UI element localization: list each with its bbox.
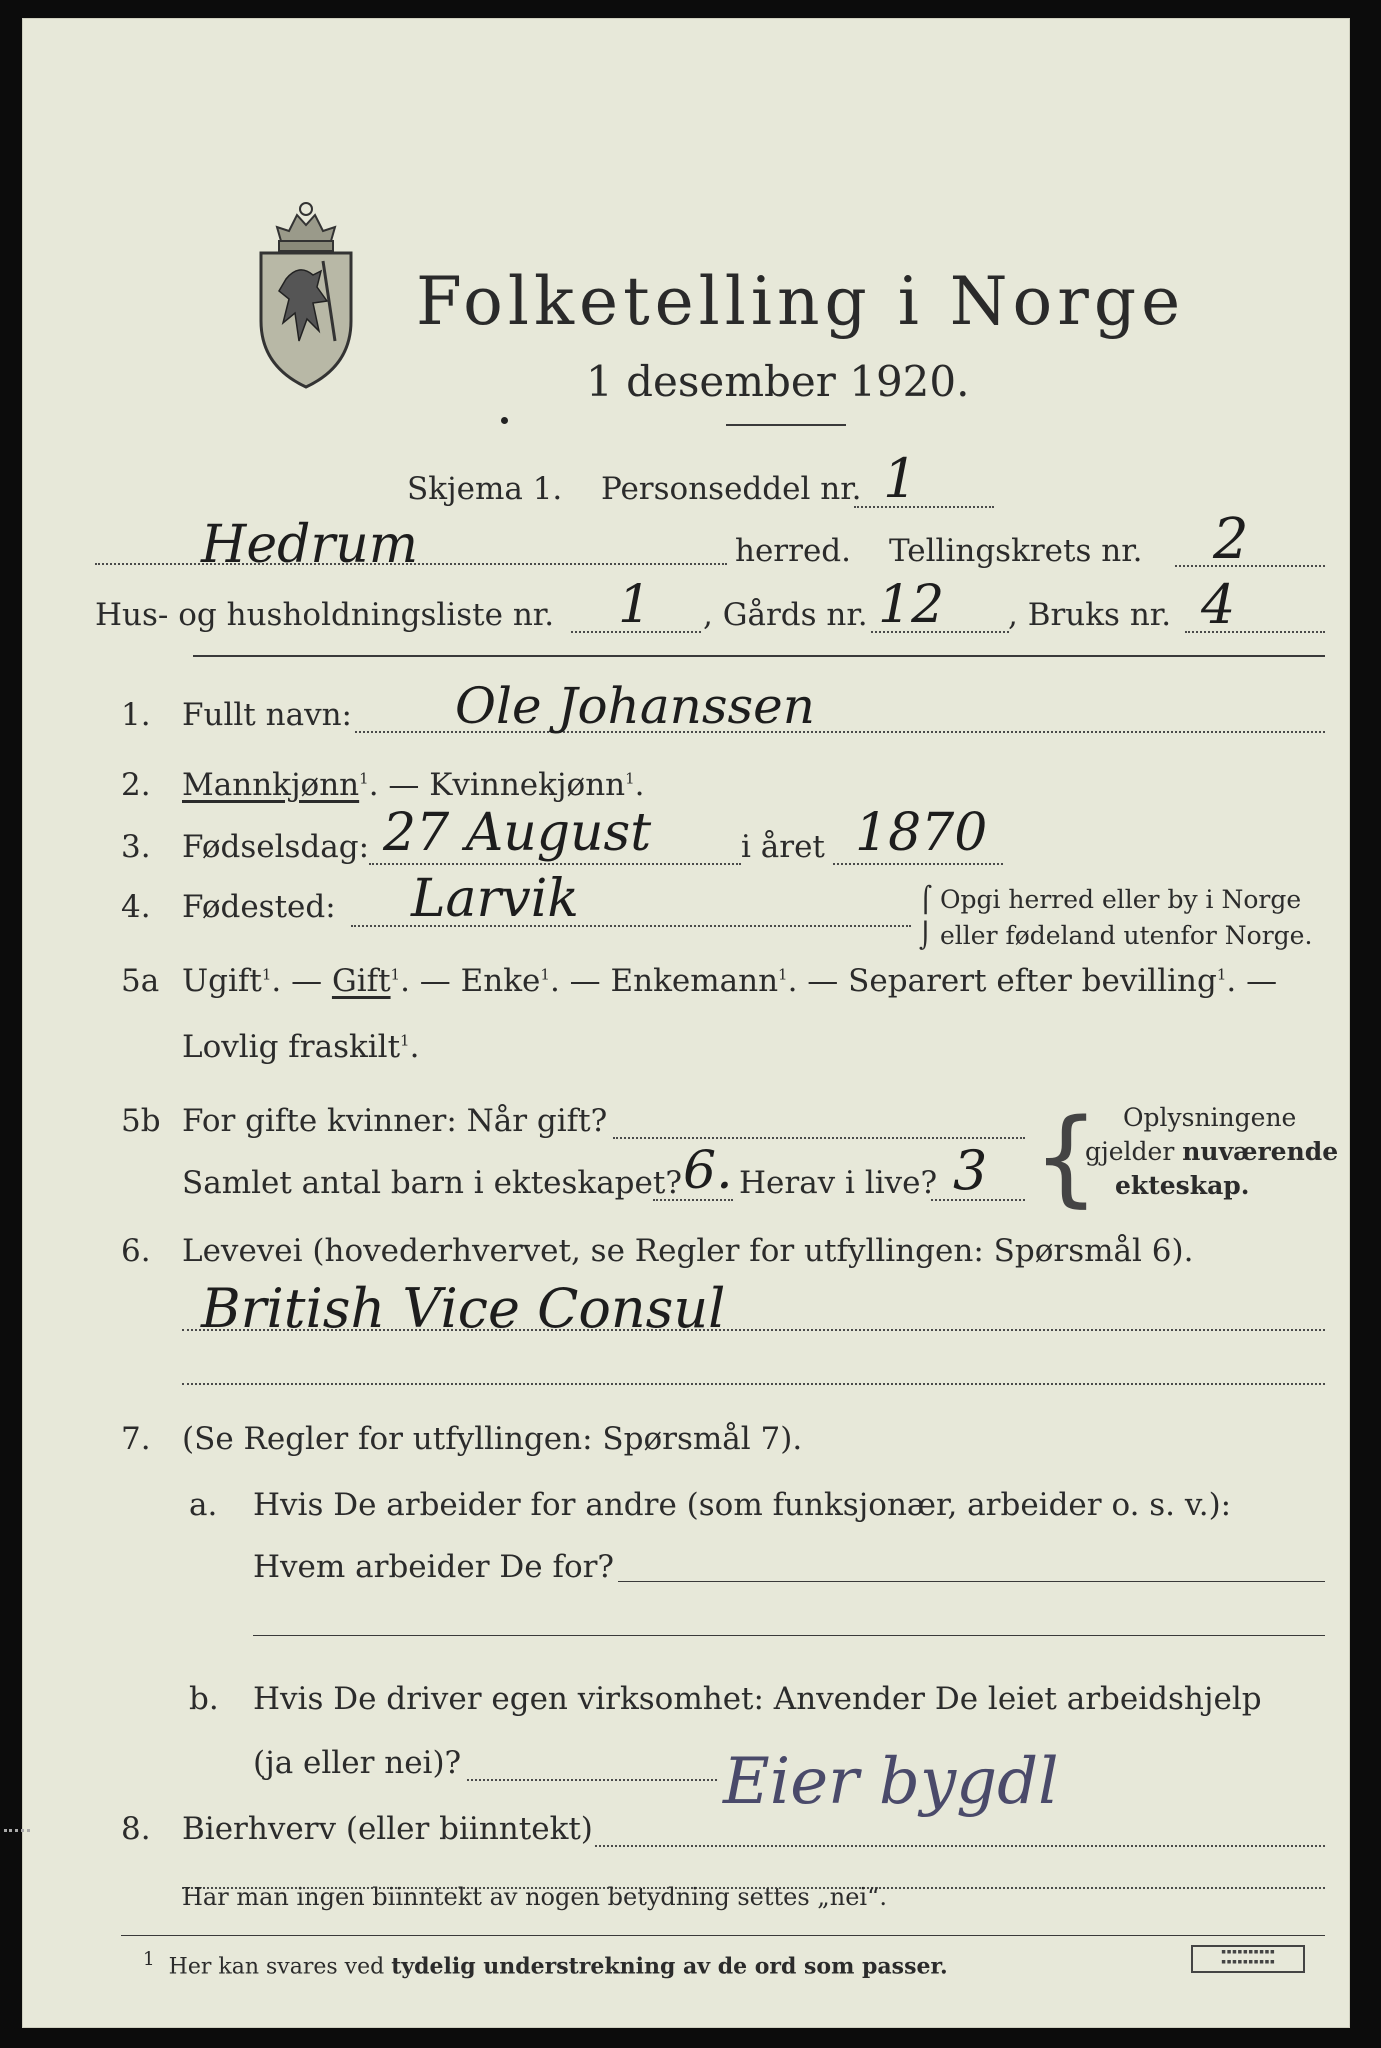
footnote: $^1$ Her kan svares ved tydelig understrekning av de ord som passer. — [143, 1949, 948, 1980]
footnote-divider — [121, 1935, 1325, 1936]
norway-coat-of-arms-icon — [251, 191, 361, 395]
q7b-line-1: Hvis De driver egen virksomhet: Anvender De leiet arbeidshjelp — [253, 1681, 1262, 1717]
q5a-enke-option[interactable]: Enke — [460, 963, 541, 999]
q5a-separert-option[interactable]: Separert efter bevilling — [848, 963, 1217, 999]
q7-number: 7. — [121, 1421, 151, 1457]
q4-value: Larvik — [411, 869, 579, 929]
q5a-fraskilt-line: Lovlig fraskilt$^1$. — [182, 1029, 420, 1065]
q4-number: 4. — [121, 889, 151, 925]
q7b-line-2: (ja eller nei)? — [253, 1745, 462, 1781]
q5a-gift-option[interactable]: Gift — [331, 963, 391, 999]
q8-value: Eier bygdl — [723, 1745, 1059, 1819]
q6-line-2 — [182, 1383, 1325, 1385]
q4-note-line-2: ⌡ eller fødeland utenfor Norge. — [919, 921, 1313, 950]
q3-year-line — [833, 863, 1003, 865]
q5b-children-value: 6. — [683, 1141, 733, 1201]
q5b-alive-label: Herav i live? — [739, 1165, 938, 1201]
form-title: Folketelling i Norge — [416, 263, 1186, 340]
q3-line — [369, 863, 741, 865]
bruks-value: 4 — [1201, 573, 1236, 636]
q5b-label-2: Samlet antal barn i ekteskapet? — [182, 1165, 682, 1201]
q4-label: Fødested: — [182, 889, 336, 925]
q8-label: Bierhverv (eller biinntekt) — [182, 1811, 593, 1847]
herred-value: Hedrum — [201, 515, 419, 575]
q6-number: 6. — [121, 1233, 151, 1269]
q3-year-value: 1870 — [855, 803, 988, 863]
printer-stamp: ▪▪▪▪▪▪▪▪▪▪ ▪▪▪▪▪▪▪▪▪▪ — [1191, 1945, 1305, 1973]
q7-label: (Se Regler for utfyllingen: Spørsmål 7). — [182, 1421, 803, 1457]
q5b-note-3: ekteskap. — [1115, 1171, 1250, 1200]
q5b-note-2: gjelder nuværende — [1085, 1137, 1339, 1166]
q1-number: 1. — [121, 697, 151, 733]
q8-number: 8. — [121, 1811, 151, 1847]
q7a-line-1: Hvis De arbeider for andre (som funksjonær, arbeider o. s. v.): — [253, 1487, 1232, 1523]
q5b-label-1: For gifte kvinner: Når gift? — [182, 1103, 608, 1139]
tellingskrets-value: 2 — [1213, 507, 1249, 572]
title-divider — [726, 424, 846, 426]
q5b-number: 5b — [121, 1103, 161, 1139]
person-slip-value: 1 — [883, 447, 918, 510]
q7a-letter: a. — [189, 1487, 218, 1523]
schema-label: Skjema 1. — [407, 471, 563, 507]
q5a-number: 5a — [121, 963, 160, 999]
q5a-fraskilt-option[interactable]: Lovlig fraskilt — [182, 1029, 401, 1065]
census-date: 1 desember 1920. — [586, 357, 970, 406]
bruks-label: , Bruks nr. — [1008, 597, 1172, 633]
herred-label: herred. — [735, 533, 851, 569]
q7a-answer-line — [618, 1581, 1325, 1582]
q7b-letter: b. — [189, 1681, 219, 1717]
q6-label: Levevei (hovederhvervet, se Regler for utfyllingen: Spørsmål 6). — [182, 1233, 1194, 1269]
q7b-answer-line — [467, 1779, 717, 1781]
q1-value: Ole Johanssen — [455, 677, 815, 735]
q7a-answer-line-2 — [253, 1635, 1325, 1636]
q8-line — [595, 1845, 1325, 1847]
household-label: Hus- og husholdningsliste nr. — [95, 597, 555, 633]
q3-value: 27 August — [383, 803, 652, 863]
q5b-alive-value: 3 — [953, 1139, 988, 1202]
q6-value: British Vice Consul — [201, 1277, 726, 1340]
ink-dot — [501, 417, 508, 424]
q5b-brace: { — [1033, 1096, 1100, 1218]
q2-number: 2. — [121, 767, 151, 803]
q2-options: Mannkjønn$^1$. — Kvinnekjønn$^1$. — [182, 767, 645, 803]
q5a-options: Ugift$^1$. — Gift$^1$. — Enke$^1$. — Enkemann$^1$. — Separert efter bevilling$^1$. — — [182, 963, 1278, 999]
q5b-note-1: Oplysningene — [1123, 1103, 1297, 1132]
q1-label: Fullt navn: — [182, 697, 352, 733]
gards-label: , Gårds nr. — [703, 597, 868, 633]
q5a-enkemann-option[interactable]: Enkemann — [610, 963, 779, 999]
tellingskrets-line — [1175, 565, 1325, 567]
q3-year-label: i året — [741, 829, 825, 865]
census-form — [22, 18, 1350, 2028]
q6-line-1 — [182, 1329, 1325, 1331]
q3-label: Fødselsdag: — [182, 829, 370, 865]
header-divider — [193, 655, 1325, 657]
household-value: 1 — [618, 575, 652, 635]
tellingskrets-label: Tellingskrets nr. — [889, 533, 1143, 569]
gards-value: 12 — [878, 575, 945, 635]
q2-female-option[interactable]: Kvinnekjønn — [429, 767, 626, 803]
q4-note-line-1: ⌠ Opgi herred eller by i Norge — [919, 885, 1302, 914]
margin-mark — [4, 1826, 30, 1832]
q5a-ugift-option[interactable]: Ugift — [182, 963, 262, 999]
person-slip-line — [854, 506, 994, 508]
q3-number: 3. — [121, 829, 151, 865]
q8-note: Har man ingen biinntekt av nogen betydning settes „nei“. — [182, 1883, 887, 1911]
q2-male-option[interactable]: Mannkjønn — [182, 767, 360, 803]
q7a-line-2: Hvem arbeider De for? — [253, 1549, 615, 1585]
person-slip-label: Personseddel nr. — [601, 471, 862, 507]
